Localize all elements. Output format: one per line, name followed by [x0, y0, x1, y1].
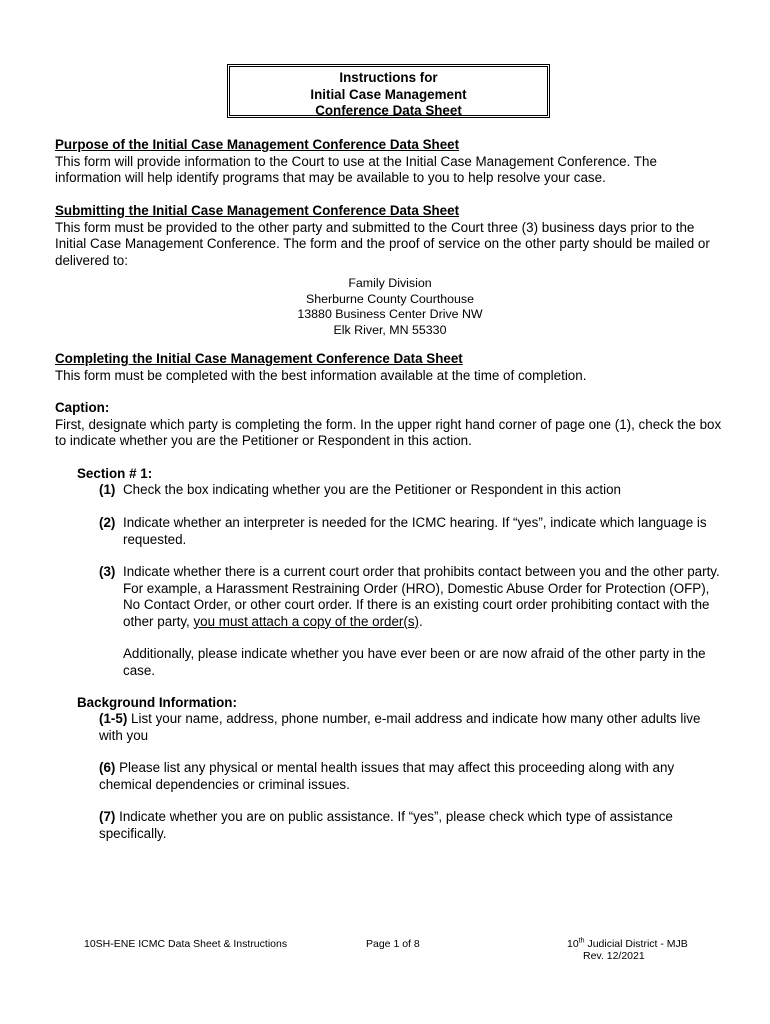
completing-section	[55, 351, 725, 384]
submitting-section	[55, 203, 725, 269]
address-line: Family Division	[348, 276, 432, 290]
section1-item-2	[99, 515, 724, 548]
completing-heading: Completing the Initial Case Management Conference Data Sheet	[55, 351, 463, 366]
footer-district-suffix: th	[578, 937, 585, 945]
item-text: Indicate whether an interpreter is needed for the ICMC hearing. If “yes”, indicate which language is requested.	[123, 515, 707, 547]
section1-item-3	[99, 564, 724, 679]
footer-district-name: Judicial District - MJB	[584, 938, 688, 950]
item-number: (6)	[99, 760, 116, 775]
item-text: Check the box indicating whether you are the Petitioner or Respondent in this action	[123, 482, 621, 497]
background-heading: Background Information:	[77, 695, 237, 710]
footer-district-number: 10	[567, 938, 579, 950]
title-line-1: Instructions for	[339, 70, 438, 85]
footer-revision: Rev. 12/2021	[583, 950, 645, 962]
caption-body: First, designate which party is completing the form. In the upper right hand corner of page one (1), check the box to indicate whether you are the Petitioner or Respondent in this action.	[55, 416, 722, 448]
item-3-additional: Additionally, please indicate whether you have ever been or are now afraid of the other party in the case.	[123, 646, 706, 678]
title-box	[227, 64, 550, 118]
attach-order-note: you must attach a copy of the order(s)	[193, 613, 420, 629]
footer-form-id: 10SH-ENE ICMC Data Sheet & Instructions	[84, 938, 288, 950]
item-text: Please list any physical or mental health issues that may affect this proceeding along with any chemical dependencies or criminal issues.	[99, 760, 675, 792]
address-line: Sherburne County Courthouse	[305, 291, 475, 306]
item-3-text: Indicate whether there is a current court order that prohibits contact between you and the other party. For example, a Harassment Restraining Order (HRO), Domestic Abuse Order for Protection (OFP), No Contact Order, or other court order. If there is an existing court order prohibiting contact with the other party,	[123, 564, 720, 629]
address-line: 13880 Business Center Drive NW	[297, 307, 483, 321]
title-line-2: Initial Case Management	[310, 86, 467, 102]
item-text: List your name, address, phone number, e-mail address and indicate how many other adults live with you	[99, 711, 701, 743]
caption-heading: Caption:	[55, 400, 110, 415]
purpose-section	[55, 137, 725, 187]
footer-district	[567, 938, 688, 950]
caption-section	[55, 400, 725, 450]
completing-body: This form must be completed with the best information available at the time of completion.	[55, 367, 587, 383]
item-3-period: .	[419, 613, 423, 629]
section1-heading: Section # 1:	[77, 466, 153, 481]
purpose-heading: Purpose of the Initial Case Management Conference Data Sheet	[55, 137, 460, 152]
background-item-1-5	[99, 711, 724, 744]
background-item-6	[99, 760, 724, 793]
address-line: Elk River, MN 55330	[333, 322, 447, 337]
section1-item-1	[99, 482, 724, 499]
item-number: (7)	[99, 809, 116, 824]
item-number: (3)	[99, 564, 116, 579]
address-block	[0, 276, 770, 338]
item-text: Indicate whether you are on public assistance. If “yes”, please check which type of assistance specifically.	[99, 809, 673, 841]
footer-page-number: Page 1 of 8	[366, 938, 420, 950]
purpose-body: This form will provide information to the Court to use at the Initial Case Management Conference. The information will help identify programs that may be available to you to help resolve your case.	[55, 153, 657, 185]
background-item-7	[99, 809, 724, 842]
item-number: (1)	[99, 482, 116, 497]
title-line-3: Conference Data Sheet	[315, 103, 462, 118]
submitting-body: This form must be provided to the other party and submitted to the Court three (3) business days prior to the Initial Case Management Conference. The form and the proof of service on the other party should be mailed or delivered to:	[55, 219, 710, 268]
item-number: (1-5)	[99, 711, 128, 726]
item-text	[123, 564, 724, 630]
item-number: (2)	[99, 515, 116, 530]
submitting-heading: Submitting the Initial Case Management Conference Data Sheet	[55, 203, 460, 218]
